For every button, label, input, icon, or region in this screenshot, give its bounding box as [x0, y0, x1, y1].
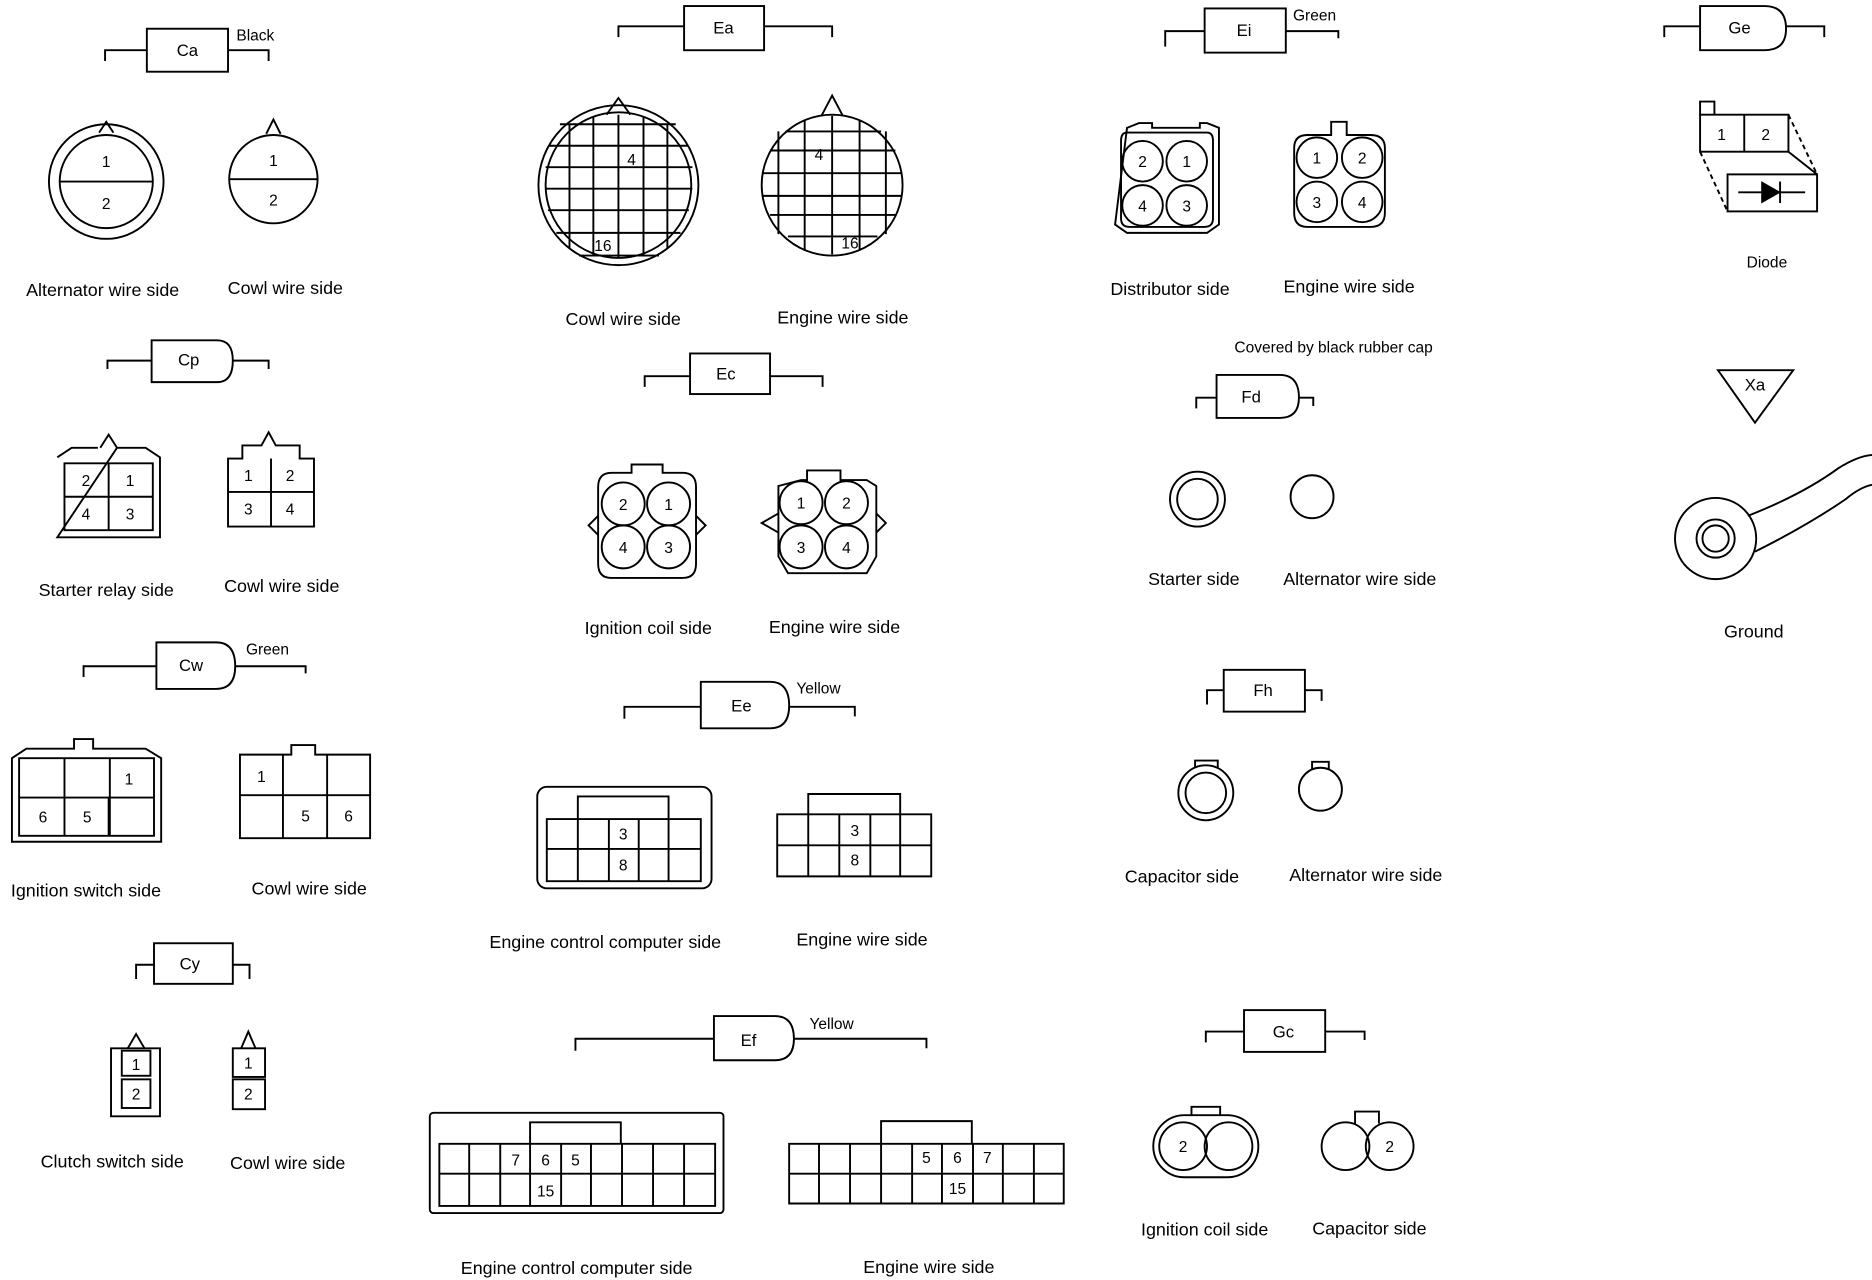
connector-ef-a-pin: 15 — [536, 1183, 555, 1201]
connector-cw-code: Cw — [178, 656, 204, 676]
connector-ei-b-pin: 3 — [1312, 194, 1322, 212]
connector-ec-side-b-label: Engine wire side — [768, 616, 901, 637]
connector-ca-b-pin: 2 — [269, 192, 278, 210]
connector-fh-capacitor-side — [1178, 761, 1233, 821]
connector-cp — [57, 340, 314, 537]
connector-ec-b-pin: 2 — [842, 495, 851, 513]
connector-ei-a-pin: 2 — [1138, 154, 1147, 172]
connector-gc-code: Gc — [1272, 1022, 1295, 1042]
connector-cw-color: Green — [245, 641, 290, 659]
connector-ec-code: Ec — [716, 364, 736, 384]
connector-cp-side-a-label: Starter relay side — [38, 579, 174, 600]
connector-cp-b-pin: 3 — [244, 501, 253, 519]
connector-ec-a-pin: 3 — [664, 539, 673, 557]
connector-cp-a-pin: 3 — [125, 506, 135, 524]
connector-ei-b-pin: 2 — [1357, 150, 1367, 168]
connector-ea-side-b-label: Engine wire side — [777, 307, 909, 328]
connector-cw-a-pin: 6 — [38, 809, 48, 827]
connector-ge-pin: 1 — [1717, 126, 1726, 144]
connector-ca-a-pin: 1 — [101, 154, 111, 172]
connector-cw-b-pin: 5 — [301, 808, 310, 826]
connector-ee-color: Yellow — [796, 680, 841, 698]
connector-cp-b-pin: 2 — [285, 468, 295, 486]
connector-cp-a-pin: 2 — [81, 472, 91, 490]
connector-fh-code: Fh — [1253, 681, 1273, 701]
connector-gc-side-a-label: Ignition coil side — [1140, 1219, 1269, 1240]
connector-ca-color: Black — [236, 27, 275, 45]
connector-gc-a-pin: 2 — [1178, 1139, 1188, 1157]
connector-ca-code: Ca — [176, 41, 199, 61]
connector-fd-side-a-label: Starter side — [1148, 569, 1240, 590]
connector-ec-b-pin: 4 — [842, 539, 851, 557]
connector-cy-side-b-label: Cowl wire side — [230, 1152, 346, 1173]
connector-ec-engine-side — [762, 470, 886, 573]
connector-ei-a-pin: 1 — [1182, 154, 1192, 172]
connector-cp-b-pin: 1 — [244, 468, 253, 486]
connector-ef-side-a-label: Engine control computer side — [460, 1257, 693, 1278]
connector-fd-code: Fd — [1241, 387, 1261, 407]
connector-ei-a-pin: 3 — [1182, 198, 1192, 216]
connector-ec-a-pin: 2 — [618, 496, 628, 514]
connector-ec-ignition-coil-side — [589, 465, 706, 578]
connector-ge-pin: 2 — [1761, 126, 1771, 144]
connector-ea-b-pin: 4 — [814, 147, 824, 165]
connector-gc-side-b-label: Capacitor side — [1312, 1218, 1427, 1239]
connector-cy-a-pin: 1 — [131, 1056, 141, 1074]
connector-cp-cowl-side — [228, 432, 314, 526]
connector-xa — [1675, 370, 1872, 579]
connector-cp-starter-relay-side — [57, 435, 160, 538]
connector-ec-a-pin: 4 — [618, 539, 628, 557]
connector-ei-color: Green — [1292, 7, 1337, 25]
connector-ec-a-pin: 1 — [664, 496, 673, 514]
connector-cp-code: Cp — [177, 350, 200, 370]
connector-ei-b-pin: 4 — [1357, 194, 1367, 212]
connector-ee-b-pin: 3 — [850, 822, 860, 840]
connector-cy-clutch-switch-side — [111, 1034, 160, 1116]
connector-ee-a-pin: 8 — [618, 857, 628, 875]
connector-ca-alternator-side — [49, 122, 164, 239]
connector-ca-side-a-label: Alternator wire side — [26, 280, 180, 301]
connector-cy-b-pin: 2 — [244, 1086, 253, 1104]
connector-ea-code: Ea — [713, 18, 734, 38]
connector-fh-alternator-side — [1299, 762, 1342, 811]
connector-ec-side-a-label: Ignition coil side — [584, 618, 712, 639]
connector-ei-side-b-label: Engine wire side — [1283, 276, 1415, 297]
diode-caption: Diode — [1746, 254, 1788, 272]
connector-ei-code: Ei — [1236, 20, 1252, 40]
connector-cw-b-pin: 6 — [344, 808, 353, 826]
connector-ea-a-pin: 16 — [594, 237, 612, 255]
connector-ee-b-pin: 8 — [850, 852, 860, 870]
connector-ef-b-pin: 15 — [948, 1180, 967, 1198]
ground-terminal-icon — [1675, 455, 1872, 579]
connector-cp-side-b-label: Cowl wire side — [224, 576, 340, 597]
connector-ee-a-pin: 3 — [618, 826, 628, 844]
connector-xa-code: Xa — [1744, 375, 1766, 395]
connector-fd-side-b-label: Alternator wire side — [1283, 569, 1437, 590]
connector-ei-distributor-side — [1115, 123, 1219, 233]
connector-ef-a-pin: 7 — [511, 1152, 521, 1170]
connector-cy-code: Cy — [179, 954, 201, 974]
connector-ef-code: Ef — [740, 1030, 757, 1050]
connector-cp-a-pin: 4 — [81, 506, 91, 524]
connector-ef-side-b-label: Engine wire side — [863, 1256, 995, 1277]
connector-gc-b-pin: 2 — [1385, 1139, 1394, 1157]
connector-ef-color: Yellow — [809, 1016, 854, 1034]
connector-ef-b-pin: 5 — [922, 1149, 931, 1167]
connector-ea — [538, 6, 902, 265]
connector-ea-engine-side — [762, 96, 903, 256]
connector-ea-b-pin: 16 — [841, 235, 859, 253]
connector-ei-engine-side — [1294, 122, 1385, 227]
connector-cw-a-pin: 1 — [124, 771, 134, 789]
connector-fd-note: Covered by black rubber cap — [1234, 339, 1433, 357]
connector-cy-a-pin: 2 — [131, 1086, 141, 1104]
connector-fd-alternator-side — [1291, 475, 1334, 518]
connector-fh-side-b-label: Alternator wire side — [1289, 865, 1443, 886]
connector-ca-a-pin: 2 — [101, 196, 111, 214]
connector-ca-b-pin: 1 — [269, 153, 278, 171]
connector-fd-starter-side — [1170, 472, 1225, 527]
connector-ef-b-pin: 6 — [953, 1149, 962, 1167]
connector-ea-side-a-label: Cowl wire side — [565, 308, 681, 329]
connector-ec-b-pin: 1 — [796, 495, 806, 513]
connector-ca-side-b-label: Cowl wire side — [227, 277, 344, 298]
connector-ei-a-pin: 4 — [1138, 198, 1147, 216]
connector-ee-code: Ee — [731, 696, 752, 716]
connector-cy-b-pin: 1 — [244, 1055, 253, 1073]
connector-cw-side-b-label: Cowl wire side — [251, 878, 367, 899]
connector-ei-b-pin: 1 — [1312, 150, 1322, 168]
connector-gc-ignition-coil-side — [1153, 1107, 1258, 1177]
connector-cy-side-a-label: Clutch switch side — [40, 1151, 184, 1172]
connector-ei — [1115, 8, 1385, 232]
connector-ea-cowl-side — [538, 98, 698, 265]
connector-cw-side-a-label: Ignition switch side — [10, 880, 162, 901]
connector-ee-side-a-label: Engine control computer side — [489, 932, 722, 953]
diode-symbol — [1700, 102, 1817, 212]
connector-gc-capacitor-side — [1322, 1112, 1414, 1171]
connector-cp-b-pin: 4 — [285, 501, 295, 519]
connector-ge-code: Ge — [1728, 18, 1751, 38]
connector-ee-side-b-label: Engine wire side — [796, 929, 928, 950]
connector-ea-a-pin: 4 — [627, 151, 636, 169]
connector-ef-b-pin: 7 — [983, 1149, 992, 1167]
connector-cw-b-pin: 1 — [257, 769, 266, 787]
ground-caption: Ground — [1723, 621, 1784, 642]
connector-ec-b-pin: 3 — [796, 539, 806, 557]
connector-fh-side-a-label: Capacitor side — [1124, 866, 1240, 887]
connector-ef-a-pin: 6 — [541, 1152, 550, 1170]
connector-ef-a-pin: 5 — [571, 1152, 580, 1170]
connector-cp-a-pin: 1 — [125, 472, 135, 490]
connector-ei-side-a-label: Distributor side — [1110, 278, 1230, 299]
connector-cw-a-pin: 5 — [82, 809, 92, 827]
